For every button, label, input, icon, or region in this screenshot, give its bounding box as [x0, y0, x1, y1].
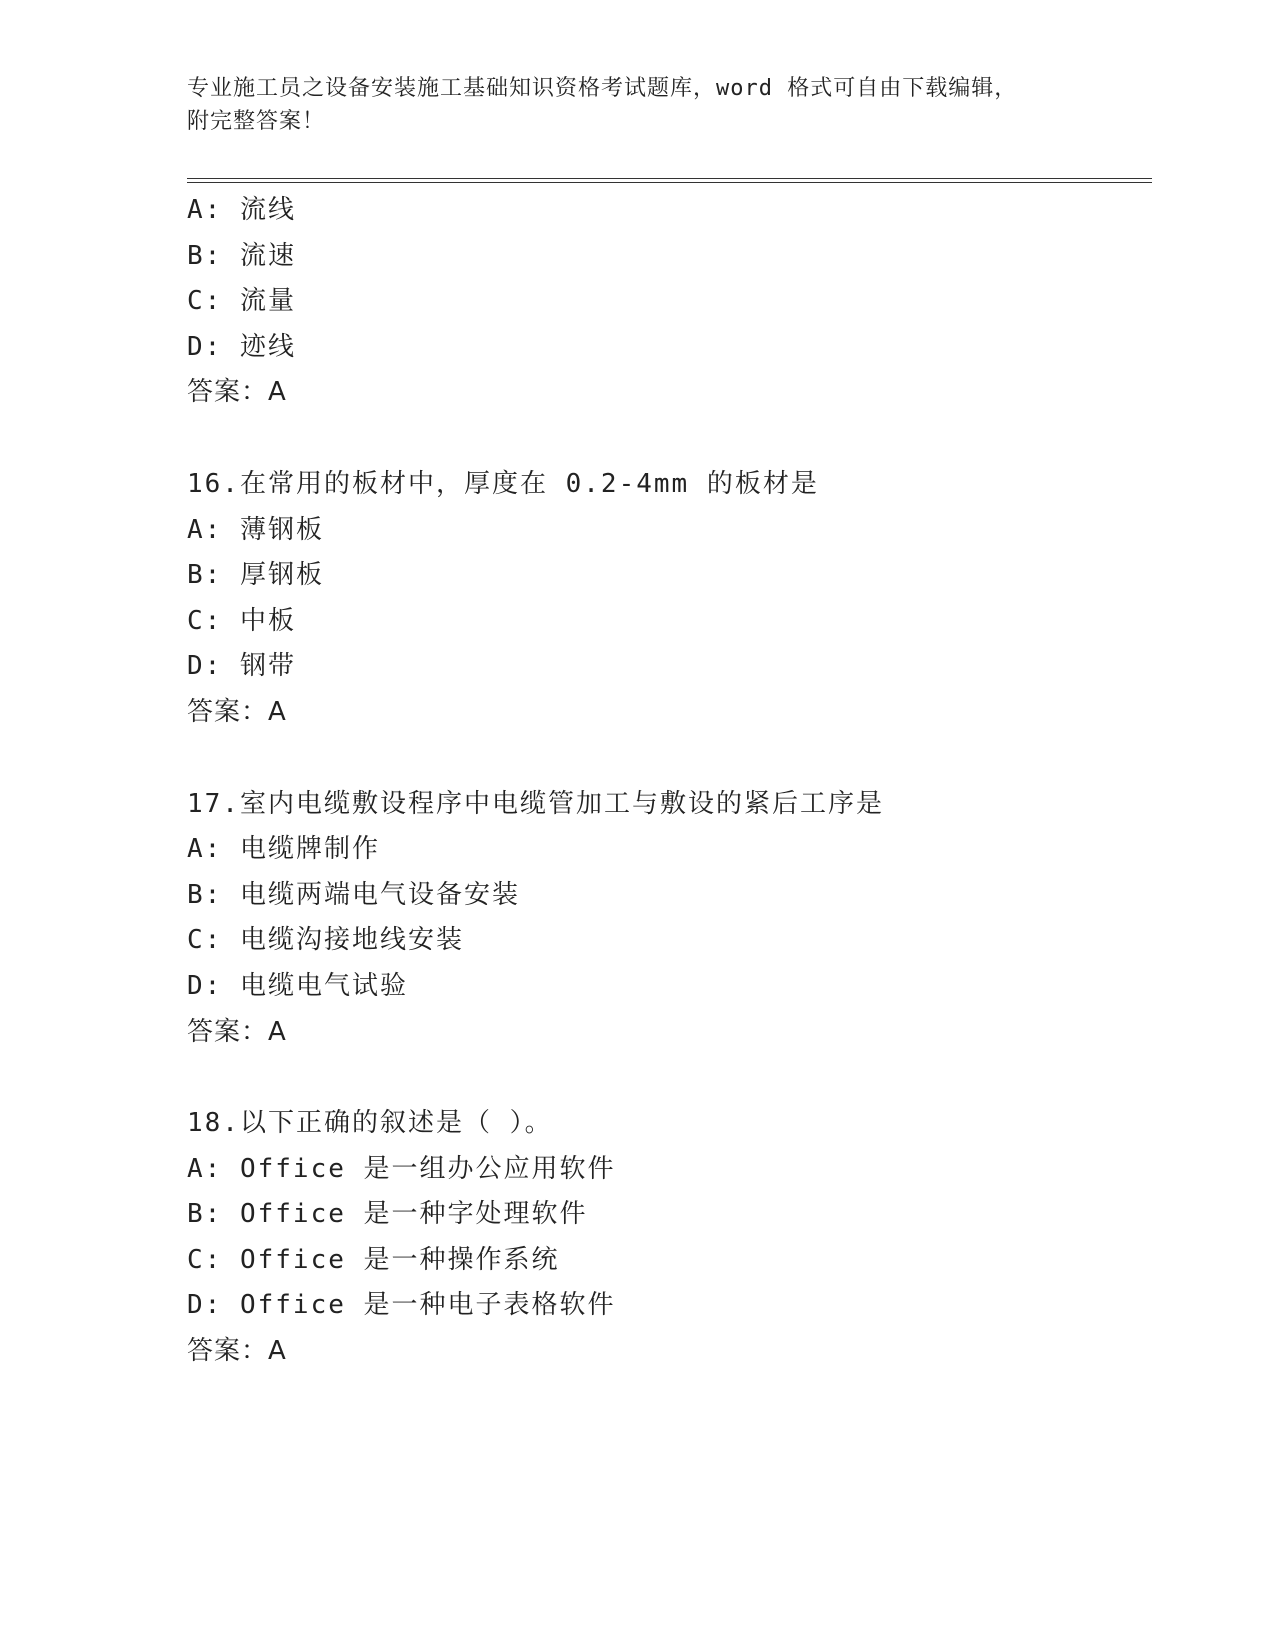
block-spacer	[187, 736, 1147, 782]
option-a: A: 流线	[187, 195, 296, 225]
option-b: B: 电缆两端电气设备安装	[187, 879, 520, 910]
option-a: A: 薄钢板	[187, 514, 324, 545]
header-divider-top	[187, 178, 1152, 179]
answer-label: 答案：A	[187, 377, 287, 408]
option-a: A: Office 是一组办公应用软件	[187, 1153, 616, 1184]
option-b: B: Office 是一种字处理软件	[187, 1199, 588, 1230]
option-c: C: 电缆沟接地线安装	[187, 925, 464, 956]
option-c: C: 流量	[187, 286, 296, 317]
question-text: 17.室内电缆敷设程序中电缆管加工与敷设的紧后工序是	[187, 788, 884, 819]
block-spacer	[187, 416, 1147, 462]
option-d: D: Office 是一种电子表格软件	[187, 1290, 616, 1321]
question-block-17	[187, 782, 1147, 1056]
option-c: C: 中板	[187, 605, 296, 636]
header-divider-bottom	[187, 182, 1152, 183]
option-d: D: 钢带	[187, 651, 296, 682]
question-block-16	[187, 462, 1147, 736]
option-d: D: 电缆电气试验	[187, 970, 408, 1001]
option-c: C: Office 是一种操作系统	[187, 1244, 560, 1275]
question-text: 16.在常用的板材中，厚度在 0.2-4mm 的板材是	[187, 468, 819, 499]
question-text: 18.以下正确的叙述是（ ）。	[187, 1108, 553, 1139]
document-header	[187, 72, 1087, 138]
answer-label: 答案：A	[187, 696, 287, 727]
question-list	[187, 188, 1147, 1375]
option-b: B: 厚钢板	[187, 560, 324, 591]
answer-label: 答案：A	[187, 1336, 287, 1367]
option-b: B: 流速	[187, 240, 296, 271]
option-d: D: 迹线	[187, 331, 296, 362]
header-line-2: 附完整答案！	[187, 109, 326, 134]
question-block-18	[187, 1101, 1147, 1375]
answer-label: 答案：A	[187, 1016, 287, 1047]
question-block-15	[187, 188, 1147, 416]
header-line-1: 专业施工员之设备安装施工基础知识资格考试题库，word 格式可自由下载编辑，	[187, 76, 1018, 101]
option-a: A: 电缆牌制作	[187, 834, 380, 865]
block-spacer	[187, 1055, 1147, 1101]
